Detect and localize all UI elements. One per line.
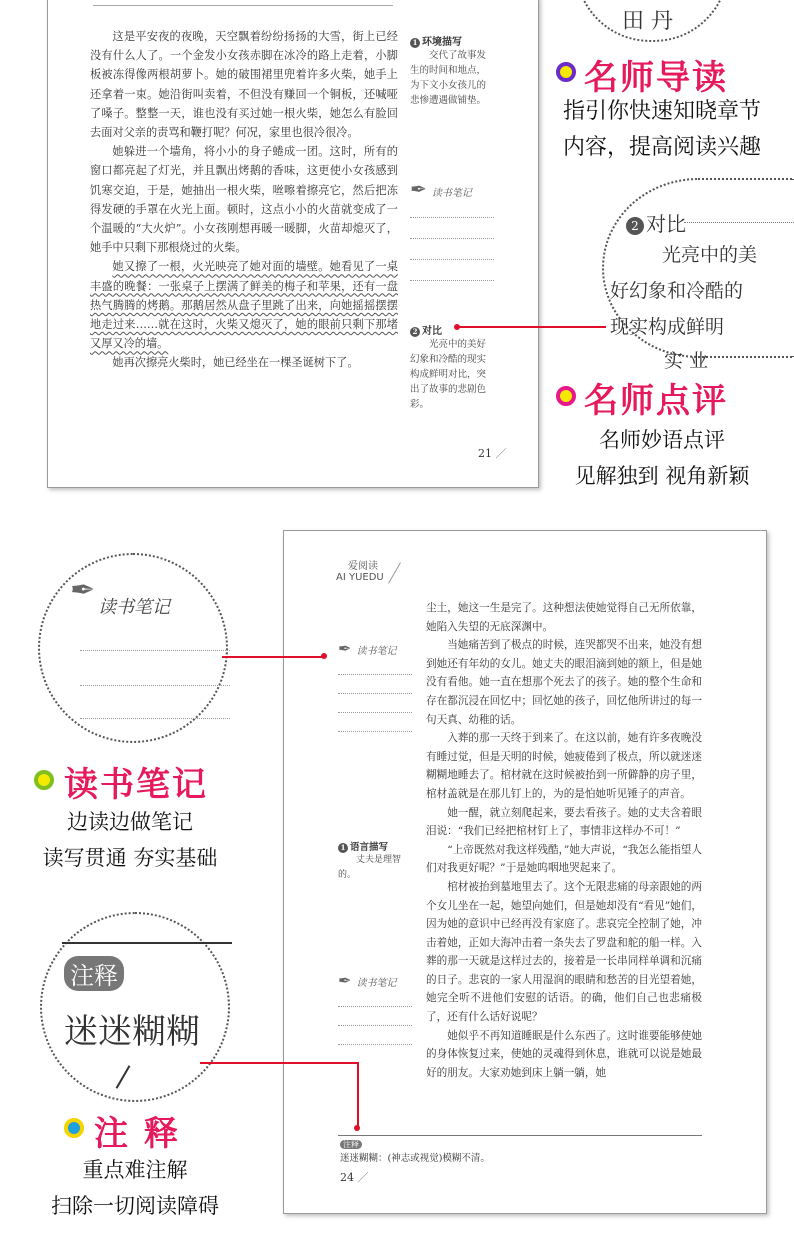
lens-line: 光亮中的美 [662, 244, 758, 266]
footnote [340, 1139, 490, 1164]
note-line [410, 238, 494, 239]
page1-body [90, 27, 398, 373]
desc-line: 指引你快速知晓章节 [562, 99, 761, 124]
note-line [338, 731, 412, 732]
lens-note-line [80, 718, 230, 719]
reading-notes-block [410, 177, 494, 281]
paragraph: 她似乎不再知道睡眠是什么东西了。这时谁要能够使她的身体恢复过来，使她的灵魂得到休息，谁就可以说是她最好的朋友。大家劝她到床上躺一躺，她 [426, 1029, 702, 1079]
paragraph: 她躲进一个墙角，将小小的身子蜷成一团。这时，所有的窗口都亮起了灯光，并且飘出烤鹅的香味，这更使小女孩感到饥寒交迫，于是，她抽出一根火柴，咝嚓着擦亮它，然后把冻得发硬的手罩在火光上面。顿时，这点小小的火苗就变成了一个温暖的“大火炉”。小女孩刚想再暖一暖脚，火苗却熄灭了，她手中只剩下那根烧过的火柴。 [90, 145, 398, 255]
page-number-text: 24 [340, 1171, 354, 1184]
number-badge-2: 2 [410, 327, 420, 337]
footnote-rule [338, 1135, 702, 1136]
bullet-icon [64, 1118, 84, 1138]
note-line [338, 1044, 412, 1045]
note-line [410, 280, 494, 281]
note-line [410, 259, 494, 260]
book-page-24 [283, 530, 767, 1214]
paragraph: 她又擦了一根，火光映亮了她对面的墙壁。她看见了一桌丰盛的晚餐：一张桌子上摆满了鲜美的梅子和苹果，还有一盘热气腾腾的烤鹅。那鹅居然从盘子里跳了出来，向她摇摇摆摆地走过来……就在这时，火柴又熄灭了，她的眼前只剩下那堵又厚又冷的墙。 [90, 260, 398, 351]
connector-line [357, 1062, 359, 1128]
magnifier-contrast [602, 178, 794, 372]
note-line [338, 1025, 412, 1026]
lens-note-line [80, 685, 230, 686]
feature-title-annotation: 注 释 [94, 1114, 180, 1154]
paragraph: 尘土，她这一生是完了。这种想法使她觉得自己无所依靠，她陷入失望的无底深渊中。 [426, 602, 702, 633]
note-text: 交代了故事发生的时间和地点，为下文小女孩儿的悲惨遭遇做铺垫。 [410, 50, 487, 106]
page2-body [426, 599, 702, 1082]
paragraph: 棺材被抬到墓地里去了。这个无限悲痛的母亲跟她的两个女儿坐在一起，她望向她们，但是她却没有“看见”她们，因为她的意识中已经再没有家庭了。悲哀完全控制了她，冲击着她，正如大海冲击着一条失去了罗盘和舵的船一样。入葬的那一天就是这样过去的，接着是一长串同样单调和沉痛的日子。悲哀的一家人用湿润的眼睛和愁苦的目光望着她，她完全听不进他们安慰的话语。的确，他们自己也悲痛极了，还有什么话好说呢？ [426, 880, 702, 1024]
side-note-environment [410, 33, 494, 108]
lens-tag: 注释 [64, 956, 124, 991]
note-head: 环境描写 [422, 37, 462, 48]
desc-line: 扫除一切阅读障碍 [51, 1194, 219, 1218]
page-number-text: 21 [478, 447, 492, 460]
magnifier-top [575, 0, 729, 42]
feature-title-notes: 读书笔记 [64, 765, 208, 805]
desc-line: 内容，提高阅读兴趣 [562, 135, 761, 160]
lens-line: 现实构成鲜明 [610, 316, 725, 338]
header-line [93, 5, 393, 6]
side-note-contrast [410, 322, 494, 412]
note-head: 语言描写 [350, 842, 389, 853]
bullet-icon [34, 770, 54, 790]
brand-en: AI YUEDU [336, 572, 384, 583]
lens-head: 2 对比 [626, 208, 686, 237]
reading-notes-label: 读书笔记 [431, 188, 472, 199]
side-note-language [338, 839, 414, 883]
number-badge-1: 1 [338, 843, 348, 853]
lens-line: 好幻象和冷酷的 [610, 280, 744, 302]
connector-line [200, 1062, 358, 1064]
paragraph: 这是平安夜的夜晚，天空飘着纷纷扬扬的大雪，街上已经没有什么人了。一个金发小女孩赤脚在冰冷的路上走着，小脚板被冻得像两根胡萝卜。她的破围裙里兜着许多火柴，她手上还拿着一束。她沿街叫卖着，不但没有赚回一个铜板，还喊哑了嗓子。整整一天，谁也没有买过她一根火柴，她怎么有脸回去面对父亲的责骂和鞭打呢？何况，家里也很冷很冷。 [90, 30, 398, 140]
note-head: 对比 [422, 326, 442, 337]
feather-icon: ✒ [338, 639, 352, 658]
lens-rule [62, 942, 232, 944]
lens-label: 读书笔记 [98, 597, 170, 618]
note-line [338, 1006, 412, 1007]
reading-notes-block [338, 639, 412, 732]
feather-icon: ✒ [338, 971, 352, 990]
feather-icon: ✒ [70, 573, 96, 608]
desc-line: 边读边做笔记 [67, 810, 193, 834]
lens-slash [116, 1065, 131, 1089]
feature-desc-comment [542, 422, 782, 494]
feature-title-guide: 名师导读 [584, 58, 728, 98]
feather-icon: ✒ [410, 177, 427, 201]
reading-notes-label: 读书笔记 [356, 978, 397, 989]
paragraph: 她一醒，就立刻爬起来，要去看孩子。她的丈夫含着眼泪说：“我们已经把棺材钉上了，事情非这样办不可！” [426, 806, 702, 838]
page-number: 21 ／ [478, 447, 507, 460]
reading-notes-block [338, 971, 412, 1045]
lens-dotline [684, 222, 794, 223]
desc-line: 读写贯通 夯实基础 [42, 846, 218, 870]
header-brand [336, 557, 384, 583]
header-slash [388, 562, 401, 583]
note-text: 光亮中的美好幻象和冷酷的现实构成鲜明对比，突出了故事的悲剧色彩。 [410, 339, 487, 410]
note-line [338, 693, 412, 694]
lens-line: 实 业 [664, 350, 709, 372]
note-line [338, 674, 412, 675]
bullet-icon [556, 386, 576, 406]
connector-dot [321, 653, 327, 659]
magnifier-annotation [40, 912, 230, 1102]
connector-dot [354, 1125, 360, 1131]
bullet-icon [556, 62, 576, 82]
desc-line: 重点难注解 [82, 1158, 188, 1182]
feature-desc-notes [10, 804, 250, 876]
note-line [410, 217, 494, 218]
desc-line: 见解独到 视角新颖 [574, 464, 750, 488]
footnote-tag: 注释 [340, 1140, 362, 1149]
book-page-21 [47, 0, 539, 488]
desc-line: 名师妙语点评 [599, 428, 725, 452]
brand-cn: 爱阅读 [348, 561, 378, 572]
note-line [338, 712, 412, 713]
connector-line [458, 326, 606, 328]
paragraph: 她再次擦亮火柴时，她已经坐在一棵圣诞树下了。 [112, 356, 359, 370]
connector-line [222, 656, 324, 658]
lens-text: 迷迷糊糊 [64, 1012, 200, 1052]
page-number: 24 ／ [340, 1171, 369, 1184]
feature-title-comment: 名师点评 [584, 381, 728, 421]
paragraph: “上帝既然对我这样残酷，”她大声说，“我怎么能指望人们对我更好呢？”于是她呜咽地哭起来了。 [426, 843, 702, 875]
reading-notes-label: 读书笔记 [356, 646, 397, 657]
footnote-text: 迷迷糊糊：(神志或视觉)模糊不清。 [340, 1153, 490, 1164]
paragraph: 入葬的那一天终于到来了。在这以前，她有许多夜晚没有睡过觉，但是天明的时候，她疲倦到了极点，所以就迷迷糊糊地睡去了。棺材就在这时候被抬到一所僻静的房子里，棺材盖就是在那儿钉上的，为的是怕她听见锤子的声音。 [426, 732, 702, 800]
magnifier-reading-notes [38, 553, 228, 743]
feature-desc-guide [542, 94, 782, 166]
note-text: 丈夫是理智的。 [338, 855, 402, 880]
feature-desc-annotation [10, 1152, 260, 1224]
lens-head-text: 对比 [646, 212, 686, 236]
lens-note-line [80, 650, 230, 651]
number-badge-1: 1 [410, 38, 420, 48]
lens-text: 田 丹 [622, 9, 673, 34]
paragraph: 当她痛苦到了极点的时候，连哭都哭不出来，她没有想到她还有年幼的女儿。她丈夫的眼泪滴到她的额上，但是她没有看他。她一直在想那个死去了的孩子。她的整个生命和存在都沉浸在回忆中；回忆她的孩子，回忆他所讲过的每一句天真、幼稚的话。 [426, 639, 702, 726]
